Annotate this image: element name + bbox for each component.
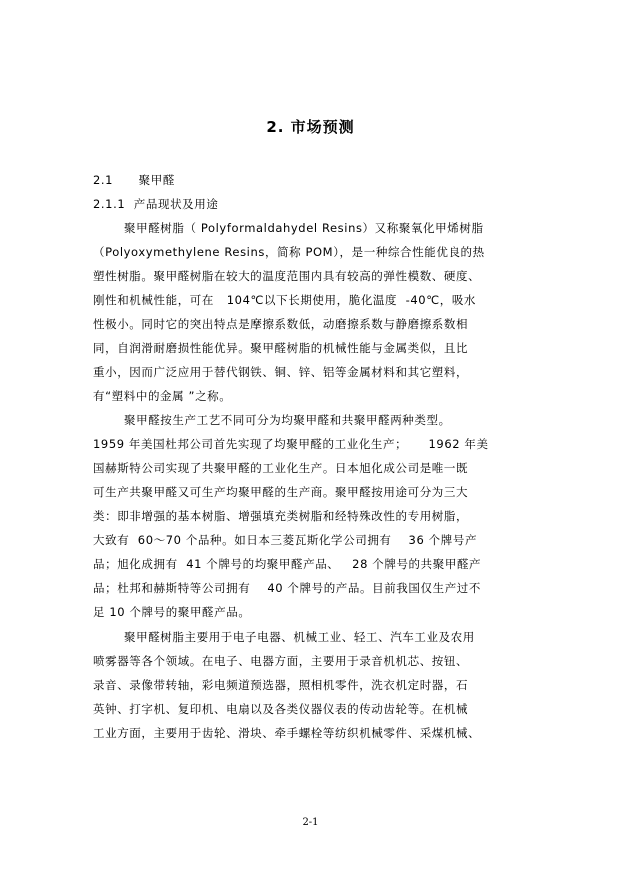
paragraph-2-line-2: 1959 年美国杜邦公司首先实现了均聚甲醛的工业化生产； 1962 年美 (93, 437, 489, 451)
paragraph-2-line-3: 国赫斯特公司实现了共聚甲醛的工业化生产。日本旭化成公司是唯一既 (93, 461, 469, 475)
paragraph-3-line-4: 英钟、打字机、复印机、电扇以及各类仪器仪表的传动齿轮等。在机械 (93, 702, 469, 716)
paragraph-2-line-1: 聚甲醛按生产工艺不同可分为均聚甲醛和共聚甲醛两种类型。 (124, 413, 451, 427)
paragraph-1-line-1: 聚甲醛树脂（ Polyformaldahydel Resins）又称聚氧化甲烯树脂 (124, 221, 484, 235)
paragraph-1-line-2: （Polyoxymethylene Resins，简称 POM），是一种综合性能优良的热 (93, 245, 485, 259)
section-heading: 2.1 聚甲醛 (93, 173, 175, 187)
subsection-heading: 2.1.1 产品现状及用途 (93, 197, 219, 211)
paragraph-1-line-5: 性极小。同时它的突出特点是摩擦系数低，动磨擦系数与静磨擦系数相 (93, 317, 469, 331)
paragraph-1-line-7: 重小，因而广泛应用于替代钢铁、铜、锌、铝等金属材料和其它塑料， (93, 365, 469, 379)
paragraph-2-line-9: 足 10 个牌号的聚甲醛产品。 (93, 605, 251, 619)
page-number: 2-1 (302, 817, 319, 828)
paragraph-3-line-2: 喷雾器等各个领域。在电子、电器方面，主要用于录音机机芯、按钮、 (93, 654, 469, 668)
paragraph-3-line-5: 工业方面，主要用于齿轮、滑块、牵手螺栓等纺织机械零件、采煤机械、 (93, 726, 481, 740)
paragraph-3-line-1: 聚甲醛树脂主要用于电子电器、机械工业、轻工、汽车工业及农用 (124, 630, 475, 644)
paragraph-1-line-4: 刚性和机械性能，可在 104℃以下长期使用，脆化温度 -40℃，吸水 (93, 293, 477, 307)
paragraph-3-line-3: 录音、录像带转轴，彩电频道预选器，照相机零件，洗衣机定时器，石 (93, 678, 469, 692)
paragraph-2-line-6: 大致有 60～70 个品种。如日本三菱瓦斯化学公司拥有 36 个牌号产 (93, 533, 478, 547)
paragraph-2-line-5: 类：即非增强的基本树脂、增强填充类树脂和经特殊改性的专用树脂， (93, 509, 469, 523)
paragraph-1-line-3: 塑性树脂。聚甲醛树脂在较大的温度范围内具有较高的弹性模数、硬度、 (93, 269, 481, 283)
paragraph-2-line-4: 可生产共聚甲醛又可生产均聚甲醛的生产商。聚甲醛按用途可分为三大 (93, 485, 469, 499)
paragraph-1-line-6: 同，自润滑耐磨损性能优异。聚甲醛树脂的机械性能与金属类似，且比 (93, 341, 469, 355)
paragraph-1-line-8: 有“塑料中的金属 ”之称。 (93, 389, 232, 403)
paragraph-2-line-7: 品；旭化成拥有 41 个牌号的均聚甲醛产品、 28 个牌号的共聚甲醛产 (93, 557, 482, 571)
chapter-title: 2. 市场预测 (266, 118, 355, 136)
paragraph-2-line-8: 品；杜邦和赫斯特等公司拥有 40 个牌号的产品。目前我国仅生产过不 (93, 581, 482, 595)
